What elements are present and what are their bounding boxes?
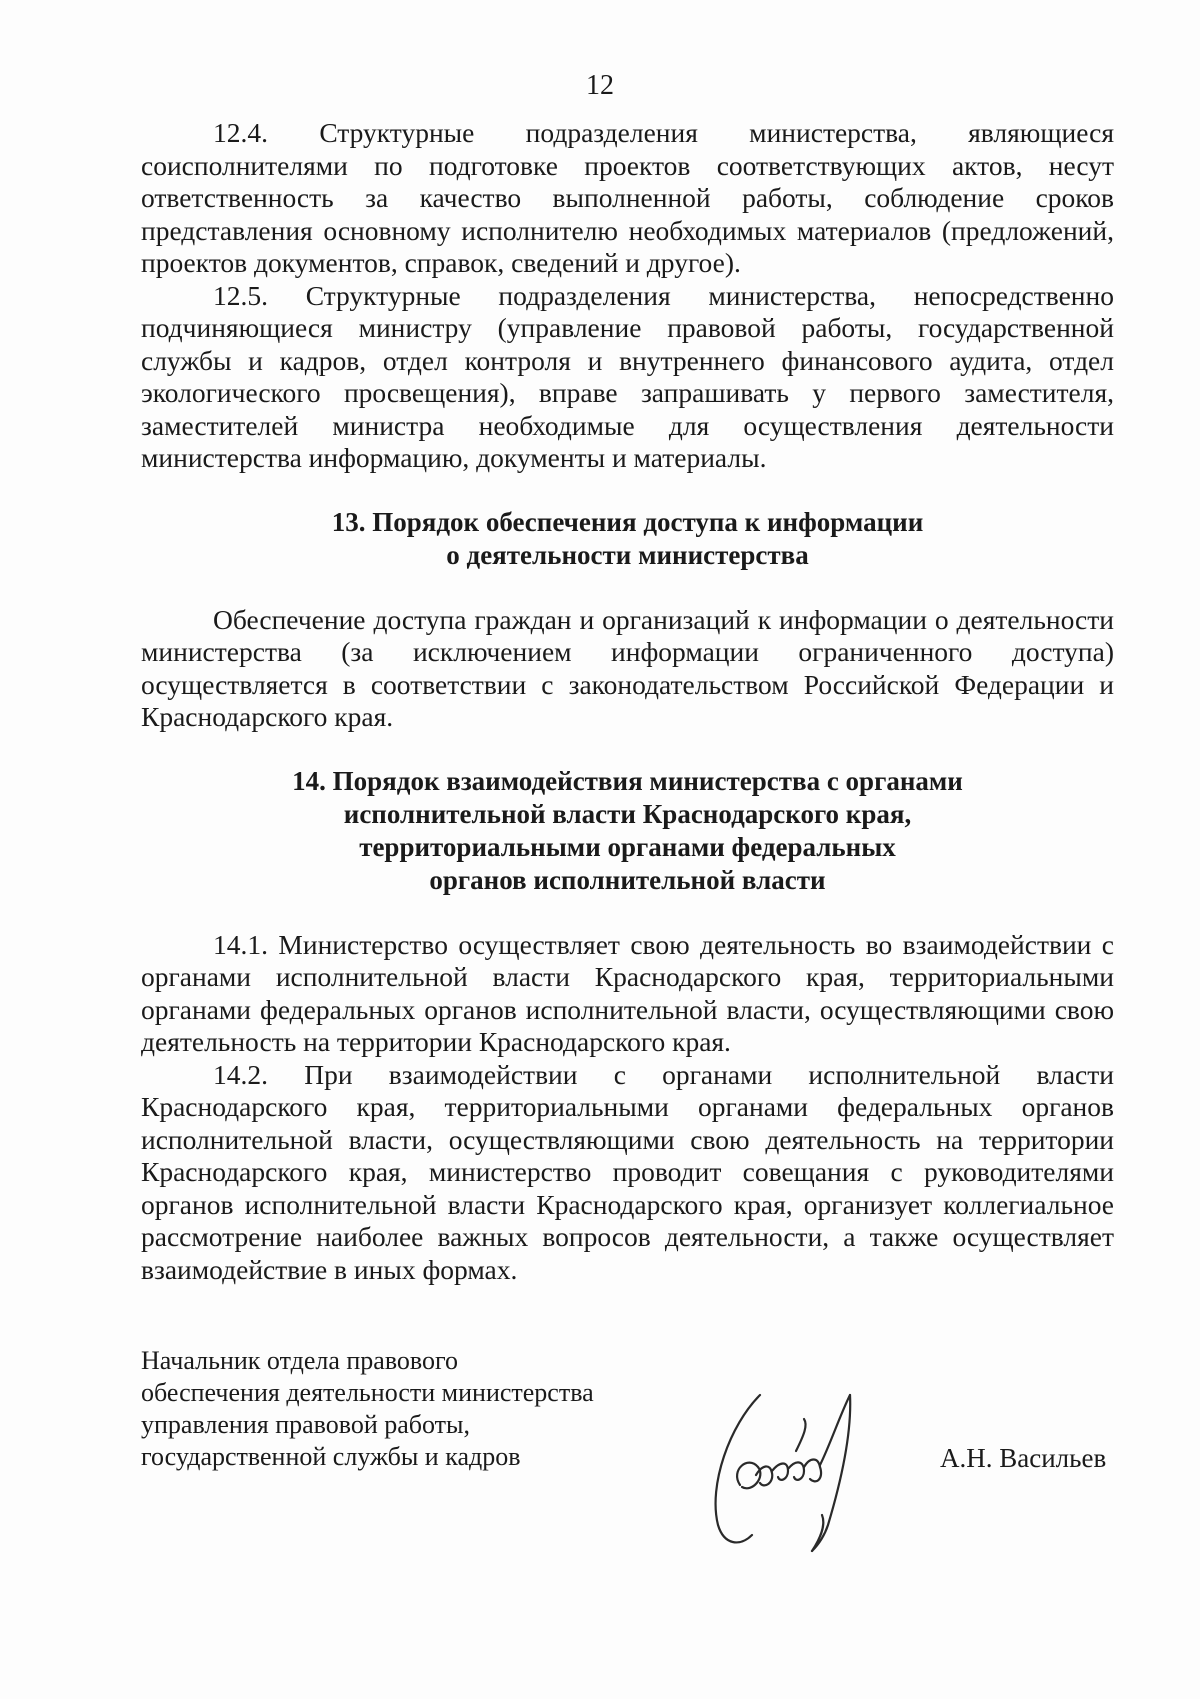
signatory-position-line: Начальник отдела правового bbox=[141, 1346, 459, 1375]
signatory-position-line: обеспечения деятельности министерства bbox=[141, 1378, 594, 1407]
paragraph-14-1: 14.1. Министерство осуществляет свою деятельность во взаимодействии с органами исполнительной власти Краснодарского края, территориальными органами федеральных органов исполнительной власти, осуществляющими свою деятельность на территории Краснодарского края. bbox=[141, 928, 1114, 1057]
document-body bbox=[141, 117, 1114, 1286]
heading-line: 14. Порядок взаимодействия министерства с органами bbox=[292, 765, 963, 796]
heading-line: 13. Порядок обеспечения доступа к информации bbox=[331, 506, 924, 537]
signatory-position-line: государственной службы и кадров bbox=[141, 1442, 521, 1471]
paragraph-14-2: 14.2. При взаимодействии с органами исполнительной власти Краснодарского края, территориальными органами федеральных органов исполнительной власти, осуществляющими свою деятельность на территории Краснодарского края, министерство проводит совещания с руководителями органов исполнительной власти Краснодарского края, организует коллегиальное рассмотрение наиболее важных вопросов деятельности, а также осуществляет взаимодействие в иных формах. bbox=[141, 1058, 1114, 1285]
paragraph-13: Обеспечение доступа граждан и организаций к информации о деятельности министерства (за исключением информации ограниченного доступа) осуществляется в соответствии с законодательством Российской Федерации и Краснодарского края. bbox=[141, 603, 1114, 732]
paragraph-12-4: 12.4. Структурные подразделения министерства, являющиеся соисполнителями по подготовке проектов соответствующих актов, несут ответственность за качество выполненной работы, соблюдение сроков представления основному исполнителю необходимых материалов (предложений, проектов документов, справок, сведений и другое). bbox=[141, 117, 1114, 278]
handwritten-signature bbox=[700, 1375, 900, 1565]
heading-line: о деятельности министерства bbox=[446, 539, 809, 570]
section-heading-13 bbox=[141, 506, 1114, 572]
heading-line: территориальными органами федеральных bbox=[359, 831, 896, 862]
section-heading-14 bbox=[141, 765, 1114, 897]
paragraph-12-5: 12.5. Структурные подразделения министерства, непосредственно подчиняющиеся министру (управление правовой работы, государственной службы и кадров, отдел контроля и внутреннего финансового аудита, отдел экологического просвещения), вправе запрашивать у первого заместителя, заместителей министра необходимые для осуществления деятельности министерства информацию, документы и материалы. bbox=[141, 279, 1114, 473]
page-number: 12 bbox=[586, 70, 614, 101]
heading-line: органов исполнительной власти bbox=[429, 864, 826, 895]
signatory-name: А.Н. Васильев bbox=[940, 1443, 1107, 1473]
signatory-position-line: управления правовой работы, bbox=[141, 1410, 471, 1439]
heading-line: исполнительной власти Краснодарского края, bbox=[343, 798, 912, 829]
signatory-position bbox=[141, 1345, 661, 1473]
